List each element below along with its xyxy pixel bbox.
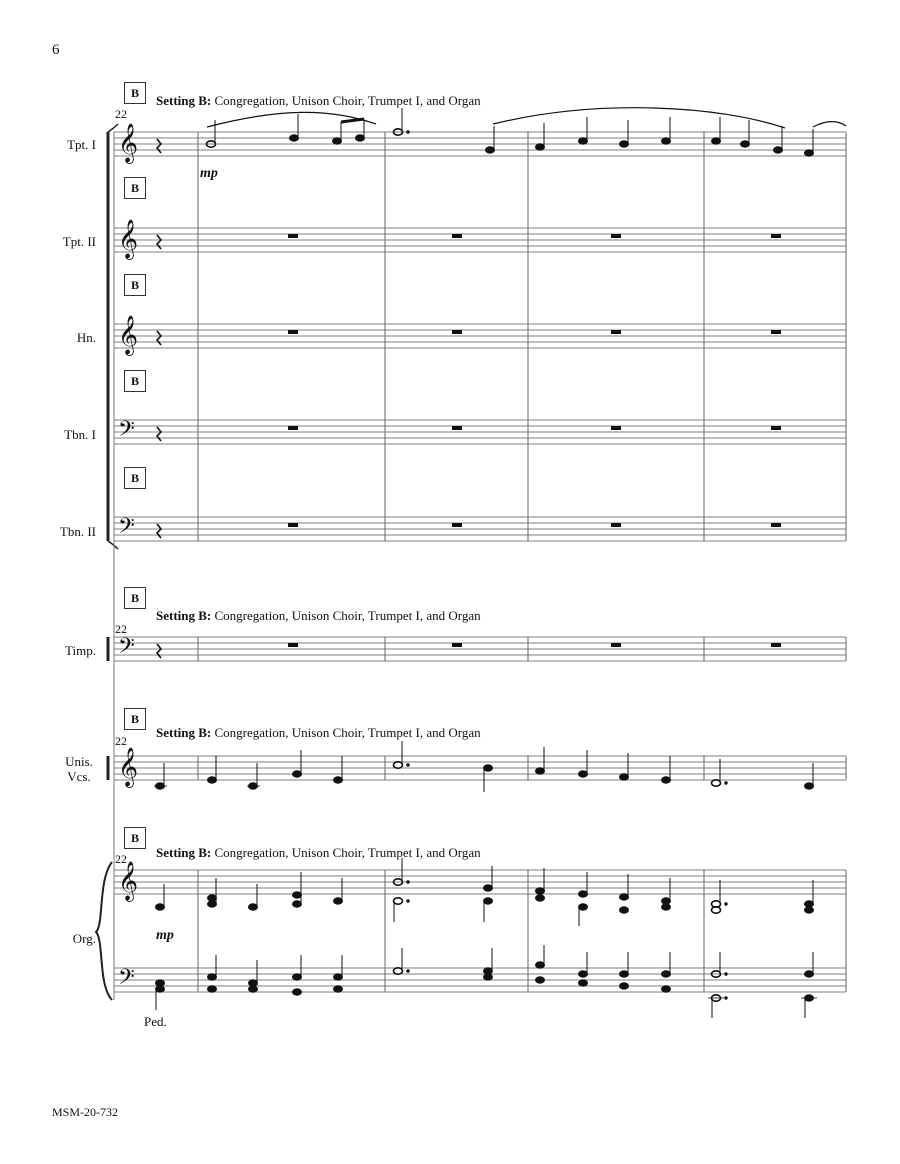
whole-rest-icons — [288, 234, 781, 647]
instrument-label-tpt2: Tpt. II — [62, 234, 96, 249]
staff-vcs — [114, 756, 846, 780]
staff-timp — [114, 637, 846, 661]
instrument-label-hn: Hn. — [76, 330, 96, 345]
org-bass-notes — [156, 945, 818, 1018]
vcs-notes — [154, 741, 814, 792]
page-number: 6 — [52, 42, 60, 58]
treble-clef-icon: 𝄞 — [118, 747, 139, 787]
quarter-rest-icons — [157, 139, 161, 658]
bass-clef-icon: 𝄢 — [118, 417, 135, 447]
rehearsal-mark-timp: B — [124, 587, 146, 609]
staff-org-bass — [114, 968, 846, 992]
staff-tpt1 — [114, 132, 846, 156]
bass-clef-icon: 𝄢 — [118, 514, 135, 544]
instrument-label-tbn2: Tbn. II — [59, 524, 96, 539]
instrument-label-tpt1: Tpt. I — [67, 137, 96, 152]
staff-tbn2 — [114, 517, 846, 541]
staff-hn — [114, 324, 846, 348]
treble-clef-icon: 𝄞 — [118, 123, 139, 163]
dynamic-mp-org: mp — [156, 928, 174, 943]
treble-clef-icon: 𝄞 — [118, 861, 139, 901]
staff-tpt2 — [114, 228, 846, 252]
rehearsal-mark-tbn1: B — [124, 370, 146, 392]
staff-tbn1 — [114, 420, 846, 444]
org-treble-notes — [156, 858, 814, 926]
measure-number-timp: 22 — [115, 622, 127, 636]
bass-clef-icon: 𝄢 — [118, 965, 135, 995]
setting-caption-vcs: Setting B: Congregation, Unison Choir, Trumpet I, and Organ — [156, 725, 481, 740]
instrument-label-vcs: Unis. Vcs. — [65, 754, 93, 784]
rehearsal-mark-tpt2: B — [124, 177, 146, 199]
organ-brace — [96, 862, 112, 1000]
tpt1-slurs — [207, 108, 846, 128]
setting-caption-org: Setting B: Congregation, Unison Choir, Trumpet I, and Organ — [156, 845, 481, 860]
setting-caption-brass: Setting B: Congregation, Unison Choir, Trumpet I, and Organ — [156, 93, 481, 108]
rehearsal-mark-org: B — [124, 827, 146, 849]
rehearsal-mark-vcs: B — [124, 708, 146, 730]
rehearsal-mark-tpt1: B — [124, 82, 146, 104]
staff-org-treble — [114, 870, 846, 894]
setting-caption-timp: Setting B: Congregation, Unison Choir, Trumpet I, and Organ — [156, 608, 481, 623]
catalog-number: MSM-20-732 — [52, 1105, 119, 1119]
treble-clef-icon: 𝄞 — [118, 315, 139, 355]
measure-number-vcs: 22 — [115, 734, 127, 748]
dynamic-mp-tpt1: mp — [200, 166, 218, 181]
rehearsal-mark-hn: B — [124, 274, 146, 296]
instrument-label-tbn1: Tbn. I — [64, 427, 96, 442]
rehearsal-mark-tbn2: B — [124, 467, 146, 489]
measure-number-brass: 22 — [115, 107, 127, 121]
treble-clef-icon: 𝄞 — [118, 219, 139, 259]
instrument-label-timp: Timp. — [65, 643, 96, 658]
instrument-label-org: Org. — [72, 931, 96, 946]
measure-number-org: 22 — [115, 852, 127, 866]
pedal-marking: Ped. — [144, 1014, 167, 1029]
bass-clef-icon: 𝄢 — [118, 634, 135, 664]
